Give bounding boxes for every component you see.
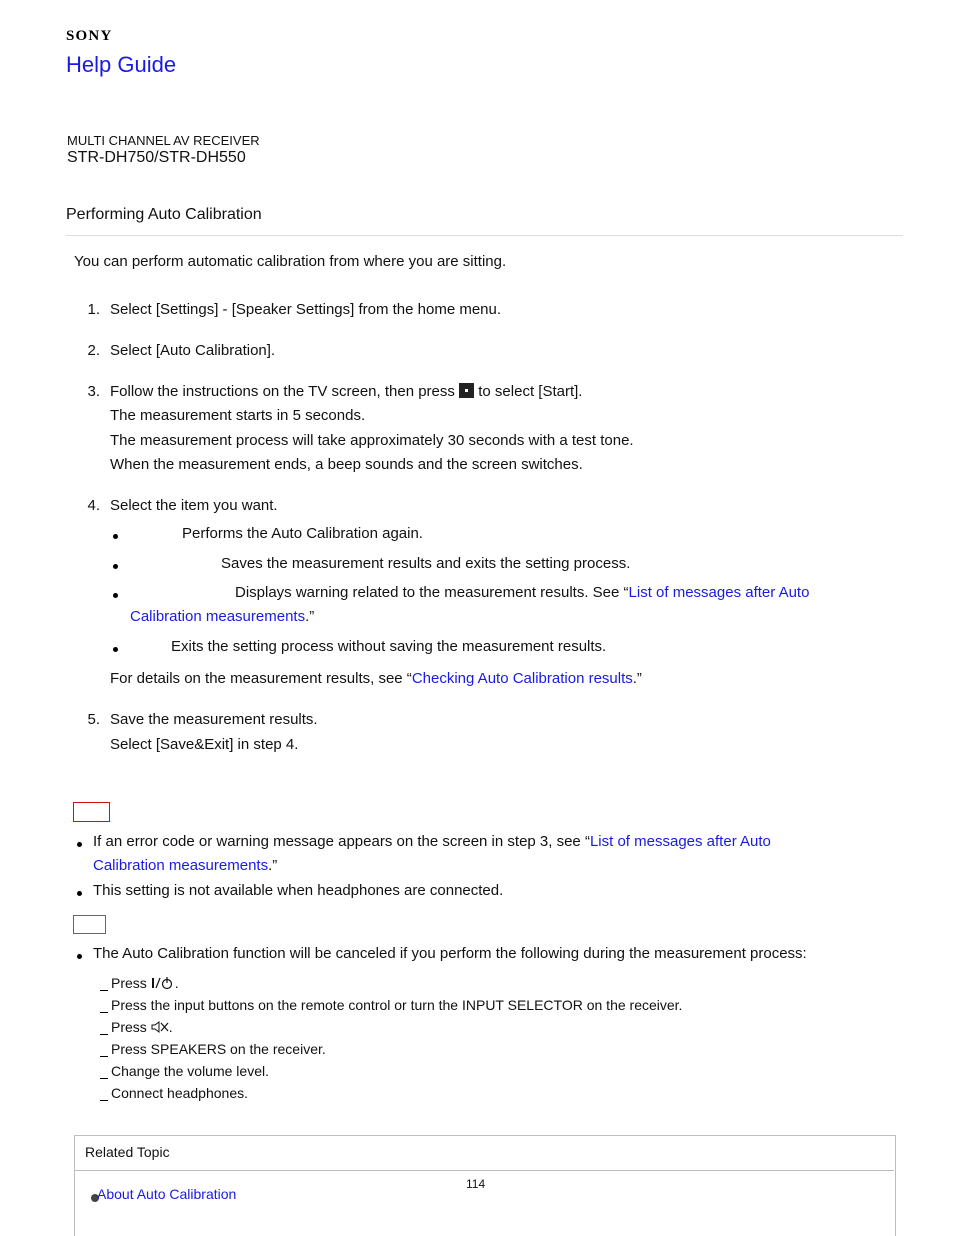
dash-bullet	[100, 1056, 108, 1057]
option-description-cont	[130, 605, 314, 630]
note-heading-box	[73, 802, 110, 822]
intro-text: You can perform automatic calibration from where you are sitting.	[74, 253, 507, 270]
step-text	[110, 380, 582, 405]
step3-line: When the measurement ends, a beep sounds and the screen switches.	[110, 456, 583, 473]
step-text: Select [Settings] - [Speaker Settings] from the home menu.	[110, 301, 502, 318]
hint-sub-item: Connect headphones.	[111, 1085, 248, 1101]
title-divider	[66, 235, 903, 236]
messages-link[interactable]: Calibration measurements	[93, 857, 269, 874]
step-number: 2.	[87, 342, 100, 359]
step3-line: The measurement process will take approximately 30 seconds with a test tone.	[110, 432, 634, 449]
dash-bullet	[100, 1078, 108, 1079]
messages-link[interactable]: List of messages after Auto	[589, 833, 771, 850]
messages-link[interactable]: Calibration measurements	[130, 608, 306, 625]
enter-button-icon	[459, 383, 474, 398]
bullet	[113, 593, 118, 598]
step-text: Select [Auto Calibration].	[110, 342, 276, 359]
note-text: If an error code or warning message appears on the screen in step 3, see “	[93, 833, 590, 850]
hint-sub-item: Press .	[111, 975, 179, 991]
note-text: .”	[268, 857, 278, 874]
option-description: Saves the measurement results and exits the setting process.	[221, 555, 631, 572]
step-number: 3.	[87, 383, 100, 400]
hint-sub-item: Change the volume level.	[111, 1063, 269, 1079]
option-text: .”	[305, 608, 315, 625]
dash-bullet	[100, 1100, 108, 1101]
page-number: 114	[466, 1177, 486, 1191]
power-icon	[151, 976, 175, 990]
option-description: Exits the setting process without saving the measurement results.	[171, 638, 607, 655]
step3-text-after: to select [Start].	[478, 383, 583, 400]
hint-sub-item: Press SPEAKERS on the receiver.	[111, 1041, 326, 1057]
step3-line: The measurement starts in 5 seconds.	[110, 407, 366, 424]
bullet	[113, 564, 118, 569]
bullet	[77, 891, 82, 896]
note-item-cont	[93, 854, 277, 879]
dash-bullet	[100, 1034, 108, 1035]
related-topic-title: Related Topic	[85, 1144, 170, 1160]
model-name: STR-DH750/STR-DH550	[67, 149, 246, 166]
option-text: Displays warning related to the measurement results. See “	[235, 584, 629, 601]
note-item: This setting is not available when headphones are connected.	[93, 882, 504, 899]
bullet	[113, 647, 118, 652]
about-auto-calibration-link[interactable]: About Auto Calibration	[97, 1186, 237, 1202]
details-prefix: For details on the measurement results, see “	[110, 670, 412, 687]
step-text: Select the item you want.	[110, 497, 278, 514]
hint-item: The Auto Calibration function will be canceled if you perform the following during the measurement process:	[93, 945, 807, 962]
dash-bullet	[100, 1012, 108, 1013]
help-guide-link[interactable]: Help Guide	[66, 52, 177, 77]
hint-heading-box	[73, 915, 106, 934]
option-description	[235, 581, 809, 606]
hint-sub-item: Press the input buttons on the remote control or turn the INPUT SELECTOR on the receiver.	[111, 997, 683, 1013]
product-category: MULTI CHANNEL AV RECEIVER	[67, 133, 260, 148]
messages-link[interactable]: List of messages after Auto	[628, 584, 810, 601]
hint-sub-text: Press	[111, 1019, 147, 1035]
bullet	[113, 534, 118, 539]
details-text	[110, 667, 642, 692]
related-topic-header	[74, 1135, 894, 1171]
step-number: 1.	[87, 301, 100, 318]
bullet	[77, 954, 82, 959]
step-number: 4.	[87, 497, 100, 514]
option-description: Performs the Auto Calibration again.	[182, 525, 423, 542]
brand-logo: SONY	[66, 28, 113, 44]
hint-sub-item: Press .	[111, 1019, 173, 1035]
mute-icon	[151, 1020, 169, 1034]
checking-results-link[interactable]: Checking Auto Calibration results	[411, 670, 633, 687]
step5-line: Select [Save&Exit] in step 4.	[110, 736, 299, 753]
page-title: Performing Auto Calibration	[66, 206, 262, 223]
step-text: Save the measurement results.	[110, 711, 318, 728]
step3-text-before: Follow the instructions on the TV screen, then press	[110, 383, 455, 400]
step-number: 5.	[87, 711, 100, 728]
note-item	[93, 830, 771, 855]
dash-bullet	[100, 990, 108, 991]
bullet	[77, 842, 82, 847]
hint-sub-text: Press	[111, 975, 147, 991]
details-suffix: .”	[632, 670, 642, 687]
